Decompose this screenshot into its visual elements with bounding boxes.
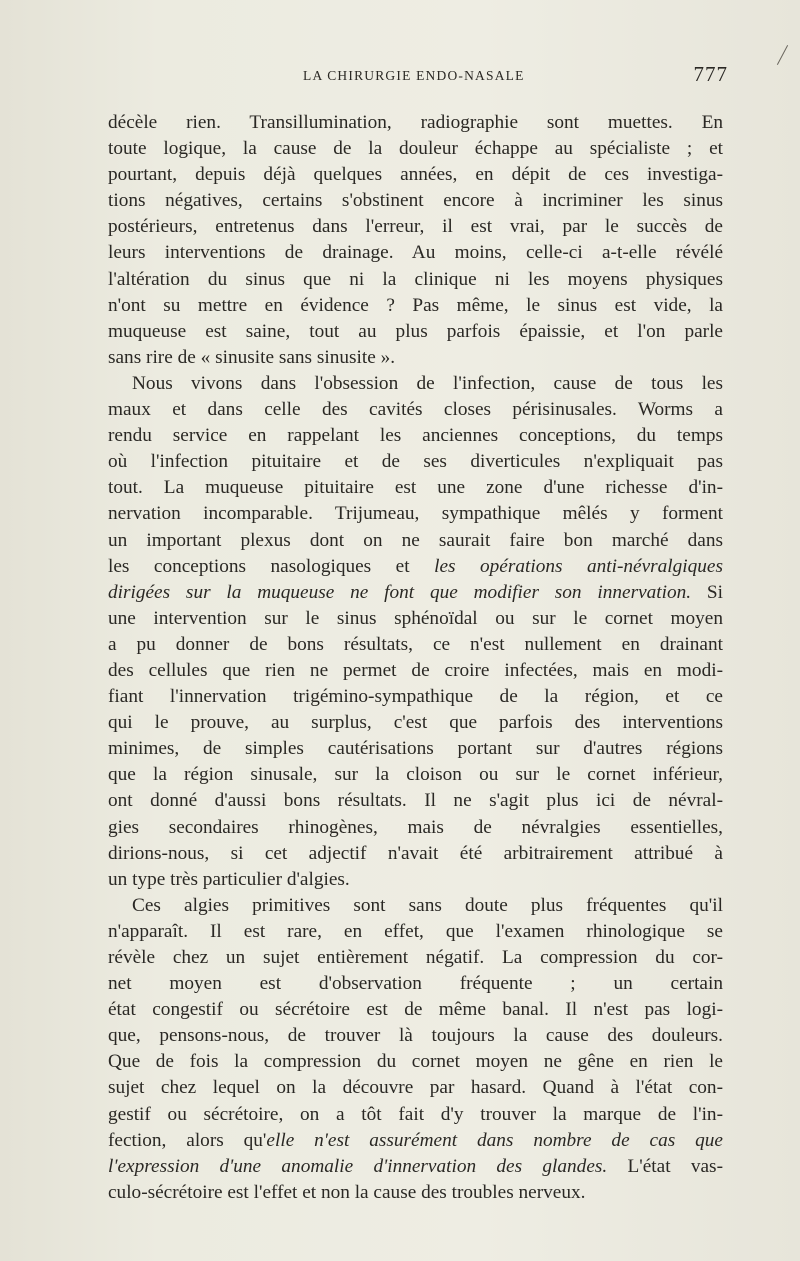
text-line	[108, 267, 723, 293]
text-line	[108, 423, 723, 449]
text-line	[108, 501, 723, 527]
text-line	[108, 606, 723, 632]
text-line	[108, 736, 723, 762]
text-segment: muqueuse est saine, tout au plus parfois épaissie, et l'on parle	[108, 320, 723, 342]
text-line	[108, 919, 723, 945]
margin-pencil-mark	[777, 45, 788, 65]
text-segment: que, pensons-nous, de trouver là toujours la cause des douleurs.	[108, 1025, 723, 1047]
text-segment: maux et dans celle des cavités closes périsinusales. Worms a	[108, 399, 723, 421]
italic-text: elle n'est assurément dans nombre de cas que	[266, 1129, 723, 1151]
text-line	[108, 528, 723, 554]
text-line	[108, 867, 723, 893]
text-line	[108, 815, 723, 841]
text-segment: dirions-nous, si cet adjectif n'avait été arbitrairement attribué à	[108, 842, 723, 864]
text-segment: toute logique, la cause de la douleur échappe au spécialiste ; et	[108, 138, 723, 160]
text-segment: ont donné d'aussi bons résultats. Il ne s'agit plus ici de névral-	[108, 790, 723, 812]
text-line	[108, 1180, 723, 1206]
text-segment: état congestif ou sécrétoire est de même banal. Il n'est pas logi-	[108, 999, 723, 1021]
text-line	[108, 162, 723, 188]
text-segment: pourtant, depuis déjà quelques années, en dépit de ces investiga-	[108, 164, 723, 186]
text-segment: sans rire de « sinusite sans sinusite ».	[108, 346, 396, 368]
text-segment: des cellules que rien ne permet de croire infectées, mais en modi-	[108, 659, 723, 681]
text-line	[108, 475, 723, 501]
text-segment: l'altération du sinus que ni la clinique ni les moyens physiques	[108, 268, 723, 290]
text-line	[108, 214, 723, 240]
italic-text: l'expression d'une anomalie d'innervation des glandes.	[108, 1155, 608, 1177]
paragraph	[108, 893, 723, 1206]
text-line	[108, 319, 723, 345]
text-segment: Ces algies primitives sont sans doute plus fréquentes qu'il	[132, 894, 723, 916]
text-line	[108, 1075, 723, 1101]
text-line	[108, 371, 723, 397]
text-segment: Que de fois la compression du cornet moyen ne gêne en rien le	[108, 1051, 723, 1073]
text-line	[108, 762, 723, 788]
text-segment: gestif ou sécrétoire, on a tôt fait d'y trouver la marque de l'in-	[108, 1103, 723, 1125]
text-segment: n'ont su mettre en évidence ? Pas même, le sinus est vide, la	[108, 294, 723, 316]
text-segment: que la région sinusale, sur la cloison ou sur le cornet inférieur,	[108, 764, 723, 786]
text-line	[108, 684, 723, 710]
text-line	[108, 788, 723, 814]
text-line	[108, 293, 723, 319]
text-line	[108, 710, 723, 736]
text-line	[108, 1154, 723, 1180]
text-segment: tout. La muqueuse pituitaire est une zone d'une richesse d'in-	[108, 477, 723, 499]
text-segment: fection, alors qu'	[108, 1129, 267, 1151]
text-line	[108, 188, 723, 214]
running-title: LA CHIRURGIE ENDO-NASALE	[303, 68, 525, 83]
text-line	[108, 1023, 723, 1049]
text-segment: révèle chez un sujet entièrement négatif. La compression du cor-	[108, 947, 723, 968]
text-segment: n'apparaît. Il est rare, en effet, que l'examen rhinologique se	[108, 920, 723, 942]
text-line	[108, 893, 723, 919]
text-line	[108, 632, 723, 658]
text-line	[108, 345, 723, 371]
text-line	[108, 841, 723, 867]
text-segment: rendu service en rappelant les anciennes conceptions, du temps	[108, 425, 723, 447]
text-segment: leurs interventions de drainage. Au moins, celle-ci a-t-elle révélé	[108, 242, 723, 264]
text-segment: L'état vas-	[607, 1155, 723, 1177]
text-line	[108, 554, 723, 580]
body-text	[108, 110, 723, 1206]
text-line	[108, 971, 723, 997]
text-line	[108, 240, 723, 266]
text-line	[108, 110, 723, 136]
text-segment: qui le prouve, au surplus, c'est que parfois des interventions	[108, 712, 723, 734]
text-segment: où l'infection pituitaire et de ses diverticules n'expliquait pas	[108, 451, 723, 473]
text-line	[108, 658, 723, 684]
text-segment: culo-sécrétoire est l'effet et non la cause des troubles nerveux.	[108, 1181, 586, 1203]
text-line	[108, 945, 723, 971]
text-line	[108, 397, 723, 423]
text-segment: fiant l'innervation trigémino-sympathique de la région, et ce	[108, 686, 723, 708]
paragraph	[108, 110, 723, 371]
page-number: 777	[693, 62, 728, 86]
text-segment: une intervention sur le sinus sphénoïdal ou sur le cornet moyen	[108, 607, 723, 629]
text-line	[108, 1102, 723, 1128]
paragraph	[108, 371, 723, 893]
text-segment: gies secondaires rhinogènes, mais de névralgies essentielles,	[108, 816, 723, 838]
text-segment: a pu donner de bons résultats, ce n'est nullement en drainant	[108, 633, 723, 655]
text-segment: décèle rien. Transillumination, radiographie sont muettes. En	[108, 112, 723, 133]
text-segment: minimes, de simples cautérisations portant sur d'autres régions	[108, 738, 723, 760]
text-line	[108, 136, 723, 162]
text-line	[108, 449, 723, 475]
text-line	[108, 1128, 723, 1154]
text-line	[108, 997, 723, 1023]
text-segment: postérieurs, entretenus dans l'erreur, il est vrai, par le succès de	[108, 216, 723, 238]
text-segment: un important plexus dont on ne saurait faire bon marché dans	[108, 529, 723, 551]
running-header	[108, 62, 728, 92]
text-segment: net moyen est d'observation fréquente ; un certain	[108, 973, 723, 995]
italic-text: les opérations anti-névralgiques	[434, 555, 723, 577]
text-segment: un type très particulier d'algies.	[108, 868, 350, 890]
text-segment: les conceptions nasologiques et	[108, 555, 435, 577]
text-line	[108, 580, 723, 606]
text-line	[108, 1049, 723, 1075]
text-segment: nervation incomparable. Trijumeau, sympathique mêlés y forment	[108, 503, 723, 525]
text-segment: sujet chez lequel on la découvre par hasard. Quand à l'état con-	[108, 1077, 723, 1099]
italic-text: dirigées sur la muqueuse ne font que modifier son innervation.	[108, 581, 692, 603]
text-segment: Si	[691, 581, 723, 603]
text-segment: tions négatives, certains s'obstinent encore à incriminer les sinus	[108, 190, 723, 212]
text-segment: Nous vivons dans l'obsession de l'infection, cause de tous les	[132, 372, 723, 394]
